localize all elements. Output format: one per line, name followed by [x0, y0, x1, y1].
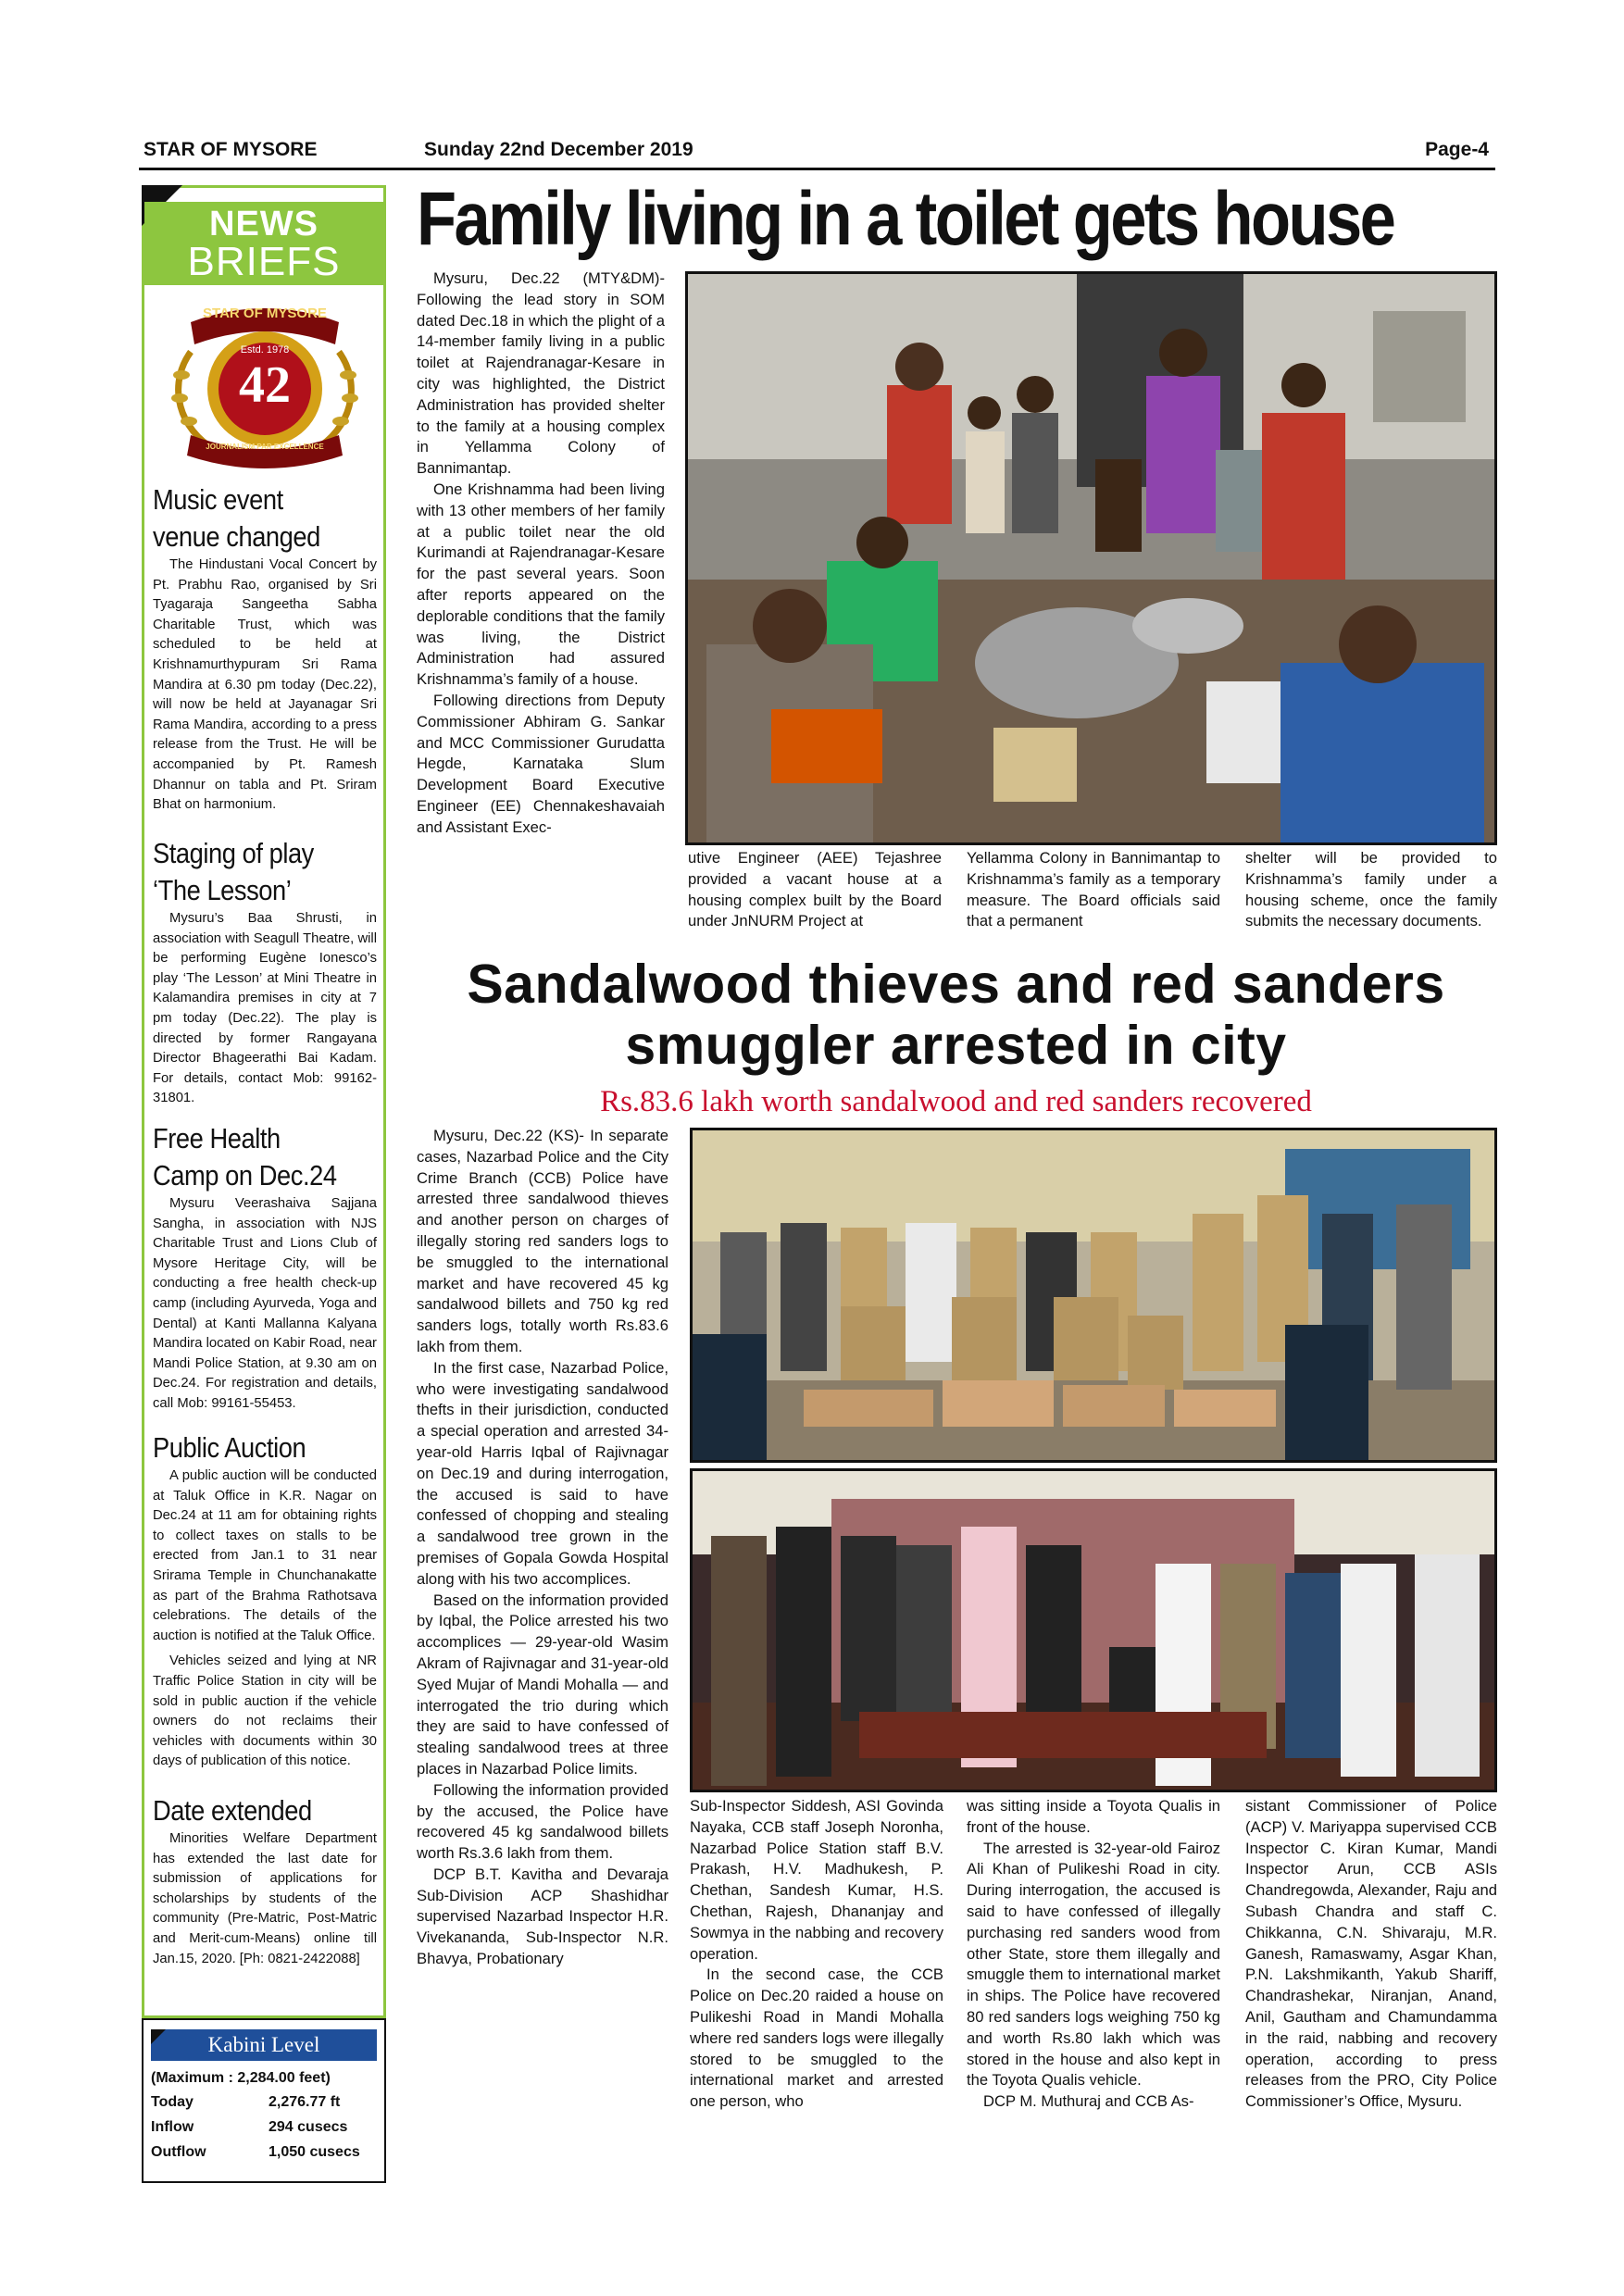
kabini-row-value: 294 cusecs	[269, 2119, 348, 2135]
masthead-rule	[139, 168, 1495, 170]
brief-music-event	[153, 481, 377, 821]
brief-title-line: Staging of play	[153, 837, 314, 869]
logo-number: 42	[239, 356, 291, 414]
kabini-row-value: 2,276.77 ft	[269, 2094, 341, 2110]
kabini-max: (Maximum : 2,284.00 feet)	[151, 2070, 331, 2086]
logo-estd: Estd. 1978	[240, 344, 290, 356]
brief-date-extended	[153, 1792, 377, 1975]
story2-column-3	[967, 1796, 1220, 2113]
brief-staging-play	[153, 835, 377, 1115]
brief-title-line: ‘The Lesson’	[153, 874, 292, 906]
story1-column-2	[688, 848, 942, 932]
paper-name: STAR OF MYSORE	[144, 139, 318, 160]
brief-title-line: Music event	[153, 483, 283, 516]
family-photo	[685, 271, 1497, 845]
story1-paragraph: Mysuru, Dec.22 (MTY&DM)- Following the lead story in SOM dated Dec.18 in which the plight of a 14-member family living in a public toilet at Rajendranagar-Kesare in city was highlighted, the District Administration has provided shelter to the family at a housing complex in Yellamma Colony of Bannimantap.	[417, 269, 665, 478]
story2-paragraph: Mysuru, Dec.22 (KS)- In separate cases, Nazarbad Police and the City Crime Branch (CCB) Police have arrested three sandalwood thieves and another person on charges of illegally storing red sanders logs to be smuggled to the international market and have recovered 45 kg sandalwood billets and 750 kg red sanders logs, totally worth Rs.83.6 lakh from them.	[417, 1127, 668, 1355]
story1-paragraph: Yellamma Colony in Bannimantap to Krishnamma’s family as a temporary measure. The Board officials said that a permanent	[967, 849, 1220, 930]
page-number: Page-4	[1425, 139, 1489, 160]
story1-paragraph: One Krishnamma had been living with 13 other members of her family at a public toilet near the old Kurimandi at Rajendranagar-Kesare for the past several years. Soon after reports appeared on the deplorable conditions that the family was living, the District Administration had assured Krishnamma’s family of a house.	[417, 480, 665, 689]
brief-body: The Hindustani Vocal Concert by Pt. Prabhu Rao, organised by Sri Tyagaraja Sangeetha Sabha Charitable Trust, which was scheduled to be held at Krishnamurthypuram Sri Rama Mandira at 6.30 pm today (Dec.22), will now be held at Jayanagar Sri Rama Mandira, according to a press release from the Trust. He will be accompanied by Pt. Ramesh Dhannur on tabla and Pt. Sriram Bhat on harmonium.	[153, 557, 377, 813]
sandalwood-arrest-photo	[690, 1128, 1497, 1463]
brief-title-line: Date extended	[153, 1794, 312, 1827]
story2-paragraph: DCP B.T. Kavitha and Devaraja Sub-Division ACP Shashidhar supervised Nazarbad Inspector H.R. Vivekananda, Sub-Inspector N.R. Bhavya, Probationary	[417, 1865, 668, 1968]
brief-health-camp	[153, 1120, 377, 1420]
sandalwood-photo-illustration	[693, 1130, 1494, 1460]
logo-banner-text: JOURNALISM PAR EXCELLENCE	[206, 443, 324, 451]
brief-title-line: Free Health	[153, 1122, 281, 1154]
issue-date: Sunday 22nd December 2019	[424, 139, 693, 160]
story1-column-1	[417, 268, 665, 839]
story2-paragraph: Sub-Inspector Siddesh, ASI Govinda Nayaka, CCB staff Joseph Noronha, Nazarbad Police Station staff B.V. Prakash, H.V. Madhukesh, P. Chethan, Sandesh Kumar, H.S. Chethan, Rajesh, Dhananjay and Sowmya in the nabbing and recovery operation.	[690, 1797, 943, 1963]
brief-public-auction	[153, 1429, 377, 1778]
brief-title-line: Camp on Dec.24	[153, 1159, 337, 1192]
news-briefs-title-bottom: BRIEFS	[187, 239, 341, 284]
brief-body: Mysuru’s Baa Shrusti, in association with Seagull Theatre, will be performing Eugène Ionesco’s play ‘The Lesson’ at Mini Theatre in Kalamandira premises in city at 7 pm today (Dec.22). The play is directed by former Rangayana Director Bhageerathi Bai Kadam. For details, contact Mob: 99162-31801.	[153, 911, 377, 1106]
story2-paragraph: sistant Commissioner of Police (ACP) V. Mariyappa supervised CCB Inspector C. Kiran Kumar, Mandi Inspector Arun, CCB ASIs Chandregowda, Alexander, Raju and Subash Chandra and staff C. Chikkanna, C.N. Shivaraju, M.R. Ganesh, Ramaswamy, Asgar Khan, P.N. Lakshmikanth, Yakub Shariff, Chandrashekar, Niranjan, Anand, Anil, Gautham and Chamundamma in the raid, nabbing and recovery operation, according to press releases from the PRO, City Police Commissioner’s Office, Mysuru.	[1245, 1797, 1497, 2111]
brief-body: Vehicles seized and lying at NR Traffic Police Station in city will be sold in public auction if the vehicle owners do not reclaims their vehicles with documents within 30 days of publication of this notice.	[153, 1653, 377, 1769]
brief-body: Minorities Welfare Department has extended the last date for submission of applications for scholarships by students of the community (Pre-Matric, Post-Matric and Merit-cum-Means) online till Jan.15, 2020. [Ph: 0821-2422088]	[153, 1831, 377, 1966]
story2-paragraph: Following the information provided by the accused, the Police have recovered 45 kg sandalwood billets worth Rs.3.6 lakh from them.	[417, 1780, 668, 1863]
story1-paragraph: shelter will be provided to Krishnamma’s family under a housing scheme, once the family submits the necessary documents.	[1245, 849, 1497, 930]
story2-column-1	[417, 1126, 668, 1970]
story1-paragraph: Following directions from Deputy Commissioner Abhiram G. Sankar and MCC Commissioner Gurudatta Hegde, Karnataka Slum Development Board Executive Engineer (EE) Chennakeshavaiah and Assistant Exec-	[417, 691, 665, 836]
logo-arc-text: STAR OF MYSORE	[203, 306, 327, 321]
story1-headline: Family living in a toilet gets house	[417, 177, 1394, 261]
story2-paragraph: In the second case, the CCB Police on Dec.20 raided a house on Pulikeshi Road in Mandi Mohalla where red sanders logs were illegally stored to be smuggled to the international market and arrested one person, who	[690, 1965, 943, 2111]
kabini-row-label: Inflow	[151, 2119, 194, 2135]
story2-paragraph: In the first case, Nazarbad Police, who were investigating sandalwood thefts in their jurisdiction, conducted a special operation and arrested 34-year-old Harris Iqbal of Rajivnagar on Dec.19 and during interrogation, the accused is said to have confessed of chopping and stealing a sandalwood tree grown in the premises of Gopala Gowda Hospital along with his two accomplices.	[417, 1358, 668, 1588]
story2-paragraph: The arrested is 32-year-old Fairoz Ali Khan of Pulikeshi Road in city. During interrogation, the accused is said to have confessed of illegally purchasing red sanders wood from other State, store them illegally and smuggle them to international market in ships. The Police have recovered 80 red sanders logs weighing 750 kg and worth Rs.80 lakh which was stored in the house and also kept in the Toyota Qualis vehicle.	[967, 1839, 1220, 2090]
brief-title-line: Public Auction	[153, 1431, 306, 1464]
story2-column-4	[1245, 1796, 1497, 2113]
story1-column-4	[1245, 848, 1497, 932]
story2-headline-line-2: smuggler arrested in city	[625, 1015, 1287, 1076]
story1-column-3	[967, 848, 1220, 932]
news-briefs-title-top: NEWS	[209, 205, 319, 243]
kabini-title: Kabini Level	[207, 2033, 320, 2056]
kabini-row-label: Outflow	[151, 2144, 206, 2160]
story2-paragraph: DCP M. Muthuraj and CCB As-	[983, 2092, 1194, 2111]
kabini-row-label: Today	[151, 2094, 194, 2110]
family-photo-illustration	[688, 274, 1494, 842]
story1-paragraph: utive Engineer (AEE) Tejashree provided a vacant house at a housing complex built by the Board under JnNURM Project at	[688, 849, 942, 930]
story2-column-2	[690, 1796, 943, 2113]
red-sanders-photo-illustration	[693, 1471, 1494, 1790]
brief-title-line: venue changed	[153, 520, 320, 553]
story2-paragraph: Based on the information provided by Iqbal, the Police arrested his two accomplices — 29-year-old Wasim Akram of Rajivnagar and 31-year-old Syed Mujar of Mandi Mohalla — and interrogated the trio during which they are said to have confessed of stealing sandalwood trees at three places in Nazarbad Police limits.	[417, 1591, 668, 1778]
story2-paragraph: was sitting inside a Toyota Qualis in front of the house.	[967, 1797, 1220, 1836]
story2-subhead: Rs.83.6 lakh worth sandalwood and red sanders recovered	[600, 1085, 1312, 1118]
story2-headline-line-1: Sandalwood thieves and red sanders	[467, 954, 1445, 1015]
brief-body: A public auction will be conducted at Taluk Office in K.R. Nagar on Dec.24 at 11 am for obtaining rights to collect taxes on stalls to be erected from Jan.1 to 31 near Srirama Temple in Chunchanakatte as part of the Brahma Rathotsava celebrations. The details of the auction is notified at the Taluk Office.	[153, 1468, 377, 1643]
kabini-row-value: 1,050 cusecs	[269, 2144, 360, 2160]
brief-body: Mysuru Veerashaiva Sajjana Sangha, in association with NJS Charitable Trust and Lions Club of Mysore Heritage City, will be conducting a free health check-up camp (including Ayurveda, Yoga and Dental) at Kanti Mallanna Kalyana Mandira located on Kabir Road, near Mandi Police Station, at 9.30 am on Dec.24. For registration and details, call Mob: 99161-55453.	[153, 1196, 377, 1411]
red-sanders-photo	[690, 1468, 1497, 1792]
